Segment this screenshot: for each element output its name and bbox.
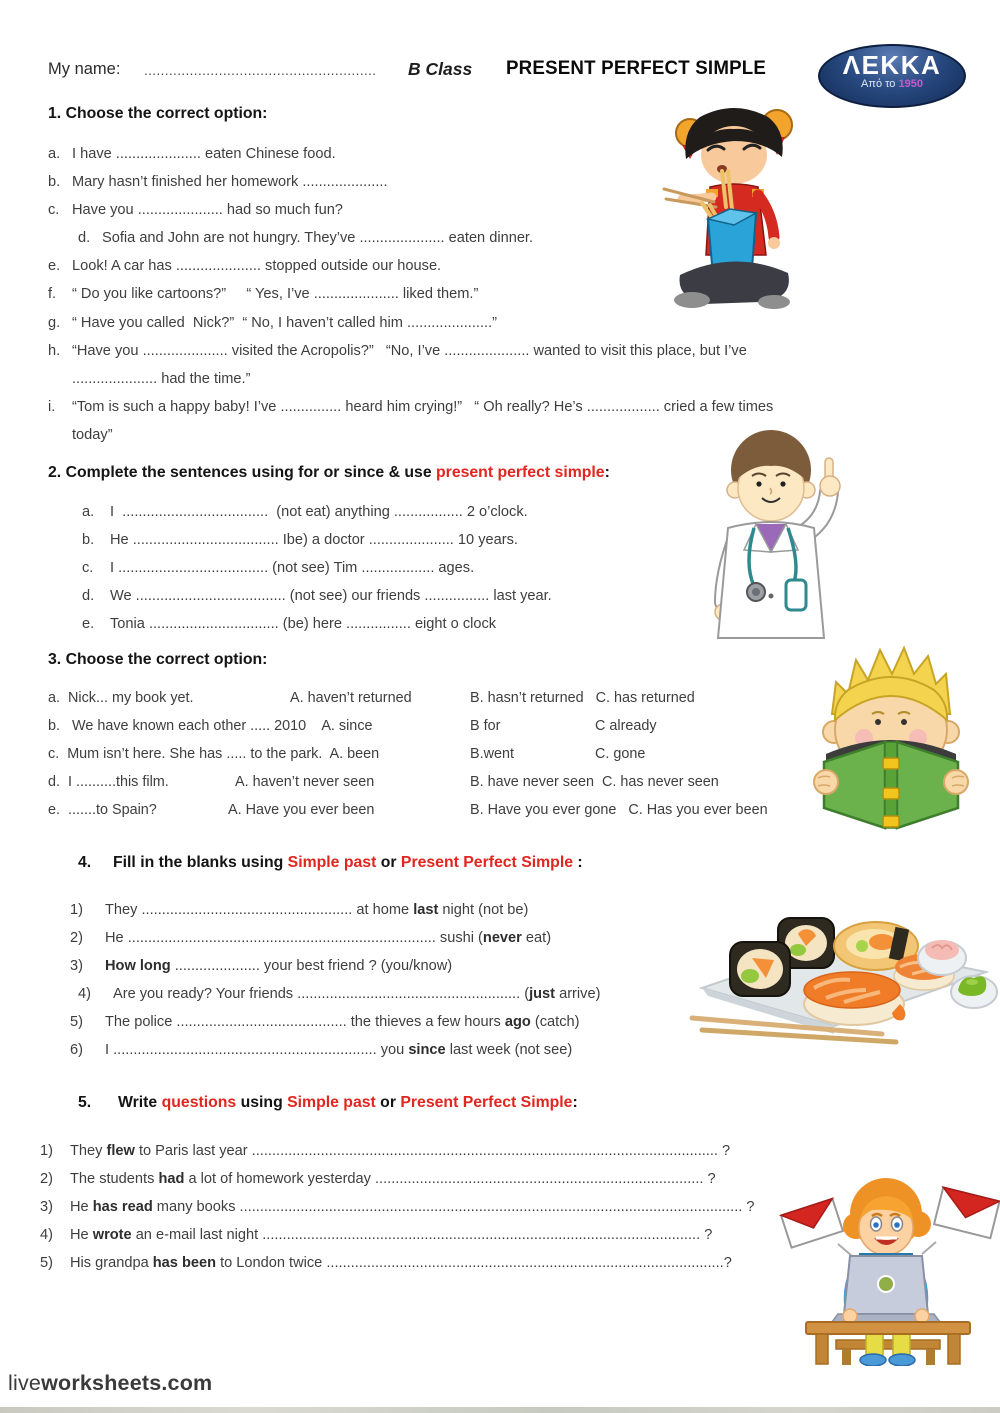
page-bottom-edge — [0, 1407, 1000, 1413]
item-label: 6) — [70, 1042, 83, 1059]
option-a: A. haven’t never seen — [235, 774, 375, 791]
item-text: “Tom is such a happy baby! I’ve ............... heard him crying!” “ Oh really? He’s .................. cried a few times — [72, 398, 774, 415]
doctor-pointing-up-illustration — [682, 424, 860, 657]
item-text: Are you ready? Your friends ....................................................... ( — [113, 986, 530, 1003]
item-text: ..................... your best friend ? (you/know) — [170, 958, 453, 975]
exercise-item-5-1 — [40, 1137, 980, 1165]
girl-eating-chinese-food-illustration — [652, 103, 814, 326]
item-text: They .................................................... at home — [105, 902, 414, 918]
section-3-heading: 3. Choose the correct option: — [48, 651, 268, 668]
heading-text: : — [572, 1094, 578, 1111]
exercise-item-1h — [48, 337, 978, 365]
section-1-choose-option — [48, 105, 978, 449]
item-stem: c. Mum isn’t here. She has ..... to the park. A. been — [48, 746, 380, 763]
heading-text: or — [376, 854, 401, 871]
section-4-heading — [78, 854, 970, 872]
exercise-item-1f — [48, 280, 978, 308]
heading-red-text: present perfect simple — [436, 464, 605, 481]
section-1-heading: 1. Choose the correct option: — [48, 105, 268, 122]
option-c: C. gone — [595, 746, 646, 763]
item-text: He .................................... Ibe) a doctor ..................... 10 years. — [110, 532, 518, 549]
item-text: many books ............................................................................................................................ ? — [152, 1199, 755, 1216]
item-text: to Paris last year ................................................................................................................... ? — [134, 1143, 731, 1159]
bold-keyword: never — [482, 930, 522, 947]
item-text: “ Have you called Nick?” “ No, I haven’t called him .....................” — [72, 314, 497, 331]
item-text: eat) — [521, 930, 552, 947]
item-label: c. — [48, 202, 60, 219]
name-blank-line: ........................................................ — [144, 63, 377, 78]
footer-domain: worksheets.com — [41, 1371, 213, 1395]
item-label: i. — [48, 398, 56, 415]
item-label: 5) — [70, 1014, 83, 1031]
item-text: Have you ..................... had so much fun? — [72, 202, 343, 219]
item-text: “Have you ..................... visited the Acropolis?” “No, I’ve ..................... wanted to visit this place, but I’ve — [72, 342, 747, 359]
exercise-item-1d — [48, 224, 978, 252]
item-label: a. — [48, 146, 61, 162]
heading-red-text: Present Perfect Simple — [400, 1094, 573, 1111]
item-text: The students — [70, 1171, 159, 1188]
item-label: 4) — [78, 986, 91, 1003]
item-text: last week (not see) — [445, 1042, 573, 1059]
heading-text: : — [573, 854, 583, 871]
boy-reading-green-book-illustration — [806, 630, 976, 842]
item-text: (catch) — [530, 1014, 580, 1031]
options-b-c: B. have never seen C. has never seen — [470, 774, 719, 791]
heading-text: Write — [118, 1094, 162, 1111]
bold-keyword: since — [408, 1042, 446, 1059]
bold-keyword: last — [413, 902, 439, 918]
item-label: 1) — [40, 1143, 53, 1159]
item-text: I ................................................................. you — [105, 1042, 409, 1059]
item-text: night (not be) — [438, 902, 529, 918]
item-text: I .................................... (not eat) anything ................. 2 o’clock. — [110, 504, 528, 520]
item-label: g. — [48, 314, 61, 331]
option-b: B for — [470, 718, 501, 735]
exercise-item-1h-line2 — [48, 365, 978, 393]
item-text: The police .......................................... the thieves a few hours — [105, 1014, 505, 1031]
class-label: B Class — [408, 59, 473, 79]
exercise-item-1b — [48, 168, 978, 196]
item-text: today” — [72, 426, 113, 443]
item-label: b. — [48, 174, 61, 191]
heading-text: : — [604, 464, 610, 481]
exercise-item-1g — [48, 309, 978, 337]
option-a: A. haven’t returned — [290, 690, 412, 706]
item-label: d. — [78, 230, 91, 247]
item-text: arrive) — [555, 986, 601, 1003]
option-b: B.went — [470, 746, 514, 763]
item-label: d. — [82, 588, 95, 605]
item-text: ..................... had the time.” — [72, 370, 251, 387]
item-stem: d. I ..........this film. — [48, 774, 169, 791]
item-label: b. — [82, 532, 95, 549]
bold-keyword: How long — [105, 958, 171, 975]
bold-keyword: flew — [106, 1143, 135, 1159]
item-text: They — [70, 1143, 107, 1159]
liveworksheets-footer — [8, 1371, 212, 1396]
bold-keyword: just — [529, 986, 556, 1003]
item-text: He — [70, 1199, 93, 1216]
bold-keyword: has been — [152, 1255, 217, 1272]
item-label: e. — [48, 258, 61, 275]
page-title: PRESENT PERFECT SIMPLE — [506, 57, 767, 79]
logo-text: ΛΕΚΚΑ — [842, 50, 942, 80]
item-label: e. — [82, 616, 95, 633]
item-label: a. — [82, 504, 95, 520]
heading-red-text: questions — [161, 1094, 237, 1111]
item-text: to London twice ..................................................................................................? — [216, 1255, 732, 1272]
item-label: 5) — [40, 1255, 53, 1272]
bold-keyword: has read — [92, 1199, 153, 1216]
my-name-label: My name: — [48, 60, 121, 78]
footer-prefix: live — [8, 1371, 42, 1395]
item-text: He — [70, 1227, 93, 1244]
heading-number: 5. — [78, 1094, 92, 1111]
heading-text: or — [375, 1094, 401, 1111]
item-label: 2) — [40, 1171, 53, 1188]
heading-text: 2. Complete the sentences using for or since & use — [48, 464, 437, 481]
option-a: A. Have you ever been — [228, 802, 375, 819]
logo-since-label: Από το — [861, 78, 899, 90]
item-text: His grandpa — [70, 1255, 153, 1272]
item-text: He ............................................................................ sushi ( — [105, 930, 483, 947]
option-c: C already — [595, 718, 657, 735]
logo-subtext — [820, 78, 964, 91]
item-text: We ..................................... (not see) our friends ................ last year. — [110, 588, 552, 605]
options-b-c: B. Have you ever gone C. Has you ever been — [470, 802, 768, 819]
item-text: Look! A car has ..................... stopped outside our house. — [72, 258, 442, 275]
exercise-item-1a — [48, 140, 978, 168]
item-text: Mary hasn’t finished her homework ..................... — [72, 174, 388, 191]
heading-red-text: Present Perfect Simple — [400, 854, 574, 871]
item-text: “ Do you like cartoons?” “ Yes, I’ve ..................... liked them.” — [72, 286, 479, 303]
item-text: Sofia and John are not hungry. They’ve ..................... eaten dinner. — [102, 230, 534, 247]
sushi-plate-illustration — [686, 884, 1000, 1059]
heading-red-text: Simple past — [287, 854, 377, 871]
bold-keyword: wrote — [92, 1227, 132, 1244]
item-label: c. — [82, 560, 94, 577]
exercise-item-1c — [48, 196, 978, 224]
bold-keyword: ago — [504, 1014, 531, 1031]
heading-red-text: Simple past — [287, 1094, 376, 1111]
item-label: 2) — [70, 930, 83, 947]
exercise-item-1i — [48, 393, 978, 421]
boy-writing-email-on-laptop-illustration — [772, 1168, 1000, 1371]
logo-year: 1950 — [898, 78, 923, 90]
bold-keyword: had — [158, 1171, 185, 1188]
item-stem: b. We have known each other ..... 2010 A. since — [48, 718, 373, 735]
item-label: 1) — [70, 902, 83, 918]
item-label: 4) — [40, 1227, 53, 1244]
item-stem: a. Nick... my book yet. — [48, 690, 194, 706]
exercise-item-1e — [48, 252, 978, 280]
options-b-c: B. hasn’t returned C. has returned — [470, 690, 695, 706]
school-logo — [818, 44, 966, 108]
item-label: 3) — [40, 1199, 53, 1216]
heading-text: Fill in the blanks using — [113, 854, 288, 871]
item-label: 3) — [70, 958, 83, 975]
item-text: I have ..................... eaten Chinese food. — [72, 146, 336, 162]
heading-number: 4. — [78, 854, 92, 871]
item-stem: e. .......to Spain? — [48, 802, 157, 819]
item-text: an e-mail last night ............................................................................................................ ? — [131, 1227, 713, 1244]
item-label: h. — [48, 342, 61, 359]
section-5-heading — [78, 1094, 980, 1112]
item-label: f. — [48, 286, 57, 303]
item-text: Tonia ................................ (be) here ................ eight o clock — [110, 616, 497, 633]
item-text: I ..................................... (not see) Tim .................. ages. — [110, 560, 475, 577]
heading-text: using — [236, 1094, 288, 1111]
item-text: a lot of homework yesterday ................................................................................. ? — [184, 1171, 716, 1188]
